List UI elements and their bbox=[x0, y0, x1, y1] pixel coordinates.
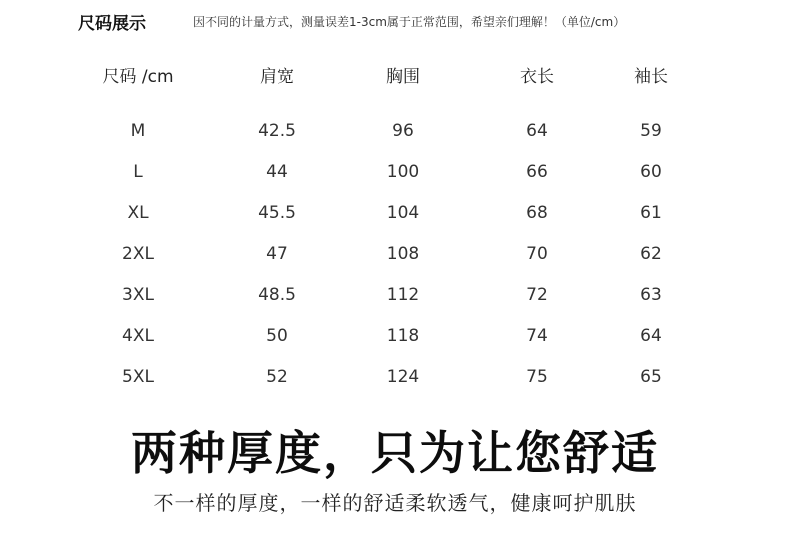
promo-headline: 两种厚度，只为让您舒适 bbox=[131, 426, 659, 480]
table-cell-shoulder: 47 bbox=[266, 244, 288, 264]
column-header-chest: 胸围 bbox=[386, 67, 420, 87]
table-cell-shoulder: 42.5 bbox=[258, 121, 296, 141]
column-header-shoulder: 肩宽 bbox=[260, 67, 294, 87]
table-cell-sleeve: 65 bbox=[640, 367, 662, 387]
table-cell-sleeve: 59 bbox=[640, 121, 662, 141]
table-cell-length: 70 bbox=[526, 244, 548, 264]
table-cell-sleeve: 60 bbox=[640, 162, 662, 182]
table-cell-length: 75 bbox=[526, 367, 548, 387]
column-header-length: 衣长 bbox=[520, 67, 554, 87]
table-cell-chest: 100 bbox=[386, 162, 420, 182]
table-cell-chest: 104 bbox=[386, 203, 420, 223]
table-cell-shoulder: 45.5 bbox=[258, 203, 296, 223]
table-cell-sleeve: 61 bbox=[640, 203, 662, 223]
table-cell-chest: 112 bbox=[386, 285, 420, 305]
table-cell-sleeve: 64 bbox=[640, 326, 662, 346]
table-cell-length: 74 bbox=[526, 326, 548, 346]
section-title: 尺码展示 bbox=[78, 14, 146, 34]
table-cell-length: 64 bbox=[526, 121, 548, 141]
table-cell-shoulder: 50 bbox=[266, 326, 288, 346]
table-cell-sleeve: 62 bbox=[640, 244, 662, 264]
table-cell-size: XL bbox=[127, 203, 149, 223]
table-cell-length: 72 bbox=[526, 285, 548, 305]
table-cell-sleeve: 63 bbox=[640, 285, 662, 305]
column-header-size: 尺码 /cm bbox=[102, 67, 174, 87]
table-cell-size: 4XL bbox=[122, 326, 154, 346]
table-cell-size: M bbox=[130, 121, 146, 141]
table-cell-length: 66 bbox=[526, 162, 548, 182]
table-cell-shoulder: 44 bbox=[266, 162, 288, 182]
table-cell-shoulder: 52 bbox=[266, 367, 288, 387]
table-cell-chest: 118 bbox=[386, 326, 420, 346]
table-cell-chest: 124 bbox=[386, 367, 420, 387]
table-cell-chest: 96 bbox=[392, 121, 414, 141]
measurement-note: 因不同的计量方式，测量误差1-3cm属于正常范围，希望亲们理解！（单位/cm） bbox=[193, 15, 626, 29]
table-cell-size: L bbox=[133, 162, 143, 182]
table-cell-size: 2XL bbox=[122, 244, 154, 264]
table-cell-chest: 108 bbox=[386, 244, 420, 264]
table-cell-length: 68 bbox=[526, 203, 548, 223]
table-cell-size: 3XL bbox=[122, 285, 154, 305]
column-header-sleeve: 袖长 bbox=[634, 67, 668, 87]
promo-subline: 不一样的厚度，一样的舒适柔软透气，健康呵护肌肤 bbox=[153, 491, 637, 515]
table-cell-shoulder: 48.5 bbox=[258, 285, 296, 305]
table-cell-size: 5XL bbox=[122, 367, 154, 387]
